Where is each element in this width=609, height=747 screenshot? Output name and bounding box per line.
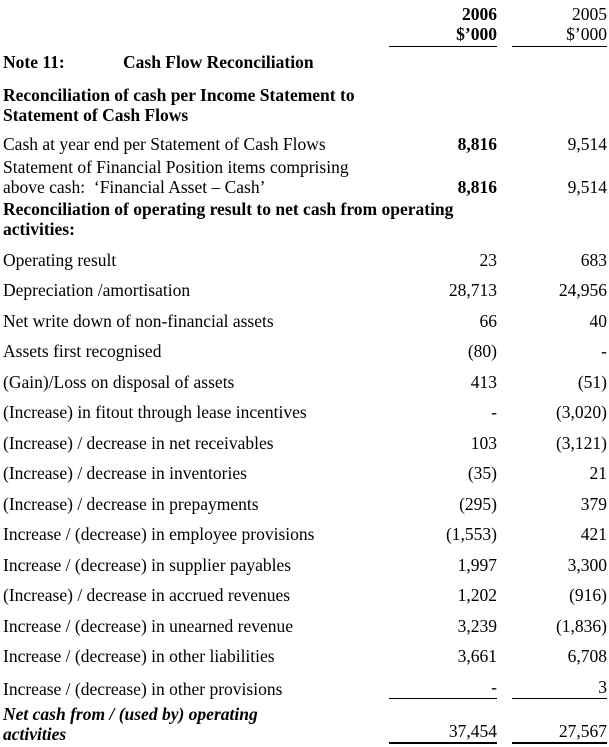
note-title-row (3, 52, 607, 72)
header-spacer (3, 46, 389, 47)
value-2006: 28,713 (448, 280, 497, 300)
value-2005: 3,300 (567, 554, 607, 575)
row-label: Increase / (decrease) in supplier payables (3, 554, 292, 575)
row-label: Increase / (decrease) in employee provisions (3, 524, 315, 544)
value-2006: 103 (470, 432, 497, 453)
value-2005: (3,020) (555, 402, 607, 422)
table-row (3, 134, 607, 154)
value-2006: 8,816 (457, 134, 497, 154)
note-title: Cash Flow Reconciliation (123, 52, 314, 72)
total-label-line: Net cash from / (used by) operating (3, 703, 258, 724)
table-row (3, 157, 607, 197)
column-header-unit-2006: $’000 (389, 24, 497, 47)
table-row (3, 616, 607, 636)
row-label: Depreciation /amortisation (3, 280, 191, 300)
row-label: (Gain)/Loss on disposal of assets (3, 371, 235, 392)
value-2005: (1,836) (555, 615, 607, 636)
value-2006: 66 (479, 310, 497, 331)
value-2005: 9,514 (567, 134, 607, 154)
value-2006: 23 (479, 249, 497, 270)
table-row (3, 524, 607, 544)
table-row (3, 555, 607, 575)
value-2005: 9,514 (567, 177, 607, 197)
table-header-years (3, 4, 607, 24)
row-label (3, 157, 389, 197)
cash-section-heading (3, 85, 607, 125)
table-header-units (3, 24, 607, 47)
value-2006: (80) (467, 341, 497, 361)
row-label: Increase / (decrease) in unearned revenue (3, 615, 294, 636)
total-value-2006: 37,454 (389, 721, 497, 744)
operating-section-heading (3, 199, 607, 239)
column-header-year-2005: 2005 (572, 4, 607, 24)
row-label: Assets first recognised (3, 341, 162, 361)
table-row (3, 646, 607, 666)
row-label-line: Statement of Financial Position items comprising (3, 157, 349, 177)
value-2005: (3,121) (555, 432, 607, 453)
table-row (3, 463, 607, 483)
operating-rows-container (3, 250, 607, 699)
value-2005: 683 (580, 249, 607, 270)
value-2005: 21 (589, 463, 607, 483)
value-2006: 413 (470, 371, 497, 392)
table-row (3, 311, 607, 331)
table-row (3, 280, 607, 300)
table-row (3, 250, 607, 270)
value-2005: - (601, 341, 607, 361)
column-header-year-2006: 2006 (462, 4, 497, 24)
row-label: Net write down of non-financial assets (3, 310, 274, 331)
value-2005: 24,956 (558, 280, 607, 300)
total-label-line: activities (3, 723, 67, 744)
value-2006: - (389, 677, 497, 699)
table-row (3, 494, 607, 514)
row-label: (Increase) / decrease in prepayments (3, 493, 259, 514)
row-label: (Increase) / decrease in inventories (3, 463, 247, 483)
row-label: Cash at year end per Statement of Cash Flows (3, 134, 326, 154)
heading-line: activities: (3, 219, 75, 239)
heading-line: Reconciliation of operating result to net cash from operating (3, 199, 454, 219)
value-2006: (295) (459, 493, 497, 514)
row-label-line: above cash: ‘Financial Asset – Cash’ (3, 177, 266, 197)
value-2006: (35) (467, 463, 497, 483)
total-label (3, 704, 389, 744)
value-2005: 421 (580, 524, 607, 544)
value-2006: 3,661 (457, 646, 497, 666)
value-2005: 3 (512, 677, 607, 699)
value-2006: - (491, 402, 497, 422)
heading-line: Statement of Cash Flows (3, 105, 189, 125)
table-row (3, 677, 607, 699)
total-row (3, 704, 607, 744)
value-2006: 8,816 (457, 177, 497, 197)
table-row (3, 341, 607, 361)
value-2005: (916) (569, 585, 607, 605)
row-label: (Increase) / decrease in accrued revenues (3, 585, 291, 605)
value-2005: 6,708 (567, 646, 607, 666)
value-2005: 379 (580, 493, 607, 514)
row-label: (Increase) in fitout through lease incentives (3, 402, 307, 422)
table-row (3, 372, 607, 392)
table-row (3, 402, 607, 422)
value-2006: 1,202 (457, 585, 497, 605)
value-2006: (1,553) (445, 524, 497, 544)
heading-line: Reconciliation of cash per Income Statement to (3, 85, 355, 105)
row-label: Operating result (3, 249, 117, 270)
note-number: Note 11: (3, 52, 65, 72)
value-2006: 1,997 (457, 554, 497, 575)
total-value-2005: 27,567 (512, 721, 607, 744)
value-2005: (51) (577, 371, 607, 392)
table-row (3, 433, 607, 453)
table-row (3, 585, 607, 605)
value-2006: 3,239 (457, 615, 497, 636)
row-label: (Increase) / decrease in net receivables (3, 432, 274, 453)
row-label: Increase / (decrease) in other provisions (3, 678, 283, 699)
header-spacer (3, 23, 389, 24)
value-2005: 40 (589, 310, 607, 331)
column-header-unit-2005: $’000 (512, 24, 607, 47)
row-label: Increase / (decrease) in other liabilities (3, 646, 275, 666)
